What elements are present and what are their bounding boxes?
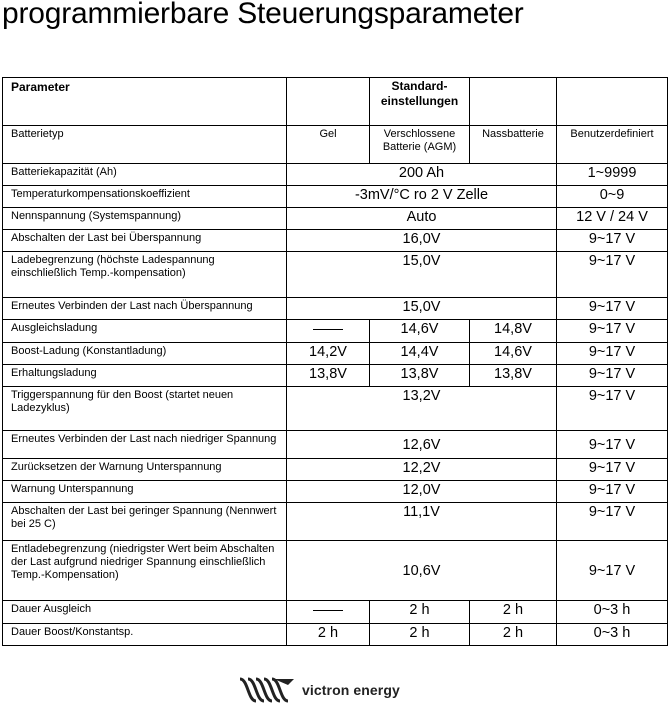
- header-empty-user: [557, 78, 668, 126]
- table-row: [3, 343, 668, 365]
- row-user-value: 9~17 V: [557, 365, 668, 387]
- subheader-wet: Nassbatterie: [470, 126, 557, 164]
- row-gel-value: [287, 320, 370, 343]
- subheader-label: Batterietyp: [3, 126, 287, 164]
- row-gel-value: 2 h: [287, 624, 370, 646]
- table-row: [3, 208, 668, 230]
- table-row: [3, 541, 668, 601]
- row-gel-value: 13,8V: [287, 365, 370, 387]
- row-user-value: 9~17 V: [557, 320, 668, 343]
- row-gel-value: [287, 601, 370, 624]
- table-row: [3, 186, 668, 208]
- row-label: Erneutes Verbinden der Last nach niedriger Spannung: [3, 431, 287, 459]
- victron-logo: [236, 675, 400, 705]
- header-parameter: Parameter: [3, 78, 287, 126]
- table-row: [3, 365, 668, 387]
- table-subheader-row: [3, 126, 668, 164]
- table-header-row: [3, 78, 668, 126]
- row-wet-value: 2 h: [470, 601, 557, 624]
- row-label: Boost-Ladung (Konstantladung): [3, 343, 287, 365]
- row-user-value: 9~17 V: [557, 298, 668, 320]
- row-label: Abschalten der Last bei geringer Spannung (Nennwert bei 25 C): [3, 503, 287, 541]
- row-standard-value: 15,0V: [287, 252, 557, 298]
- row-standard-value: -3mV/°C ro 2 V Zelle: [287, 186, 557, 208]
- row-user-value: 9~17 V: [557, 387, 668, 431]
- row-label: Abschalten der Last bei Überspannung: [3, 230, 287, 252]
- row-standard-value: 10,6V: [287, 541, 557, 601]
- table-row: [3, 252, 668, 298]
- subheader-user: Benutzerdefiniert: [557, 126, 668, 164]
- row-agm-value: 2 h: [370, 624, 470, 646]
- row-standard-value: 12,0V: [287, 481, 557, 503]
- row-label: Temperaturkompensationskoeffizient: [3, 186, 287, 208]
- dash-mark: [313, 610, 343, 611]
- row-standard-value: 200 Ah: [287, 164, 557, 186]
- row-wet-value: 2 h: [470, 624, 557, 646]
- row-standard-value: 13,2V: [287, 387, 557, 431]
- row-agm-value: 14,6V: [370, 320, 470, 343]
- row-label: Batteriekapazität (Ah): [3, 164, 287, 186]
- row-agm-value: 13,8V: [370, 365, 470, 387]
- row-standard-value: 16,0V: [287, 230, 557, 252]
- row-user-value: 9~17 V: [557, 541, 668, 601]
- table-row: [3, 164, 668, 186]
- subheader-agm: Verschlossene Batterie (AGM): [370, 126, 470, 164]
- row-user-value: 9~17 V: [557, 459, 668, 481]
- table-row: [3, 320, 668, 343]
- row-label: Erhaltungsladung: [3, 365, 287, 387]
- row-user-value: 9~17 V: [557, 431, 668, 459]
- row-user-value: 1~9999: [557, 164, 668, 186]
- row-standard-value: 12,2V: [287, 459, 557, 481]
- row-wet-value: 13,8V: [470, 365, 557, 387]
- row-user-value: 9~17 V: [557, 503, 668, 541]
- table-row: [3, 481, 668, 503]
- table-row: [3, 431, 668, 459]
- row-wet-value: 14,8V: [470, 320, 557, 343]
- row-label: Entladebegrenzung (niedrigster Wert beim Abschalten der Last aufgrund niedriger Spannung einschließlich Temp.-Kompensation): [3, 541, 287, 601]
- row-label: Dauer Ausgleich: [3, 601, 287, 624]
- table-row: [3, 601, 668, 624]
- victron-logo-icon: [236, 675, 296, 705]
- header-standard-line1: Standard-: [391, 79, 448, 93]
- logo-text: victron energy: [302, 682, 400, 698]
- header-standard: [370, 78, 470, 126]
- row-label: Zurücksetzen der Warnung Unterspannung: [3, 459, 287, 481]
- row-gel-value: 14,2V: [287, 343, 370, 365]
- table-row: [3, 298, 668, 320]
- table-row: [3, 387, 668, 431]
- header-standard-line2: einstellungen: [380, 94, 459, 108]
- row-standard-value: 15,0V: [287, 298, 557, 320]
- row-user-value: 0~3 h: [557, 624, 668, 646]
- row-user-value: 9~17 V: [557, 343, 668, 365]
- row-label: Ausgleichsladung: [3, 320, 287, 343]
- page-title: programmierbare Steuerungsparameter: [2, 0, 524, 30]
- row-standard-value: 11,1V: [287, 503, 557, 541]
- row-label: Nennspannung (Systemspannung): [3, 208, 287, 230]
- row-wet-value: 14,6V: [470, 343, 557, 365]
- row-label: Ladebegrenzung (höchste Ladespannung einschließlich Temp.-kompensation): [3, 252, 287, 298]
- header-empty-wet: [470, 78, 557, 126]
- row-user-value: 0~3 h: [557, 601, 668, 624]
- row-user-value: 9~17 V: [557, 230, 668, 252]
- table-row: [3, 503, 668, 541]
- row-user-value: 0~9: [557, 186, 668, 208]
- row-agm-value: 2 h: [370, 601, 470, 624]
- row-label: Dauer Boost/Konstantsp.: [3, 624, 287, 646]
- row-label: Triggerspannung für den Boost (startet neuen Ladezyklus): [3, 387, 287, 431]
- table-row: [3, 624, 668, 646]
- row-user-value: 9~17 V: [557, 252, 668, 298]
- row-label: Warnung Unterspannung: [3, 481, 287, 503]
- row-standard-value: Auto: [287, 208, 557, 230]
- subheader-gel: Gel: [287, 126, 370, 164]
- row-user-value: 9~17 V: [557, 481, 668, 503]
- row-user-value: 12 V / 24 V: [557, 208, 668, 230]
- row-label: Erneutes Verbinden der Last nach Überspannung: [3, 298, 287, 320]
- header-empty-gel: [287, 78, 370, 126]
- parameter-table: [2, 77, 668, 646]
- table-row: [3, 459, 668, 481]
- row-agm-value: 14,4V: [370, 343, 470, 365]
- dash-mark: [313, 329, 343, 330]
- row-standard-value: 12,6V: [287, 431, 557, 459]
- table-row: [3, 230, 668, 252]
